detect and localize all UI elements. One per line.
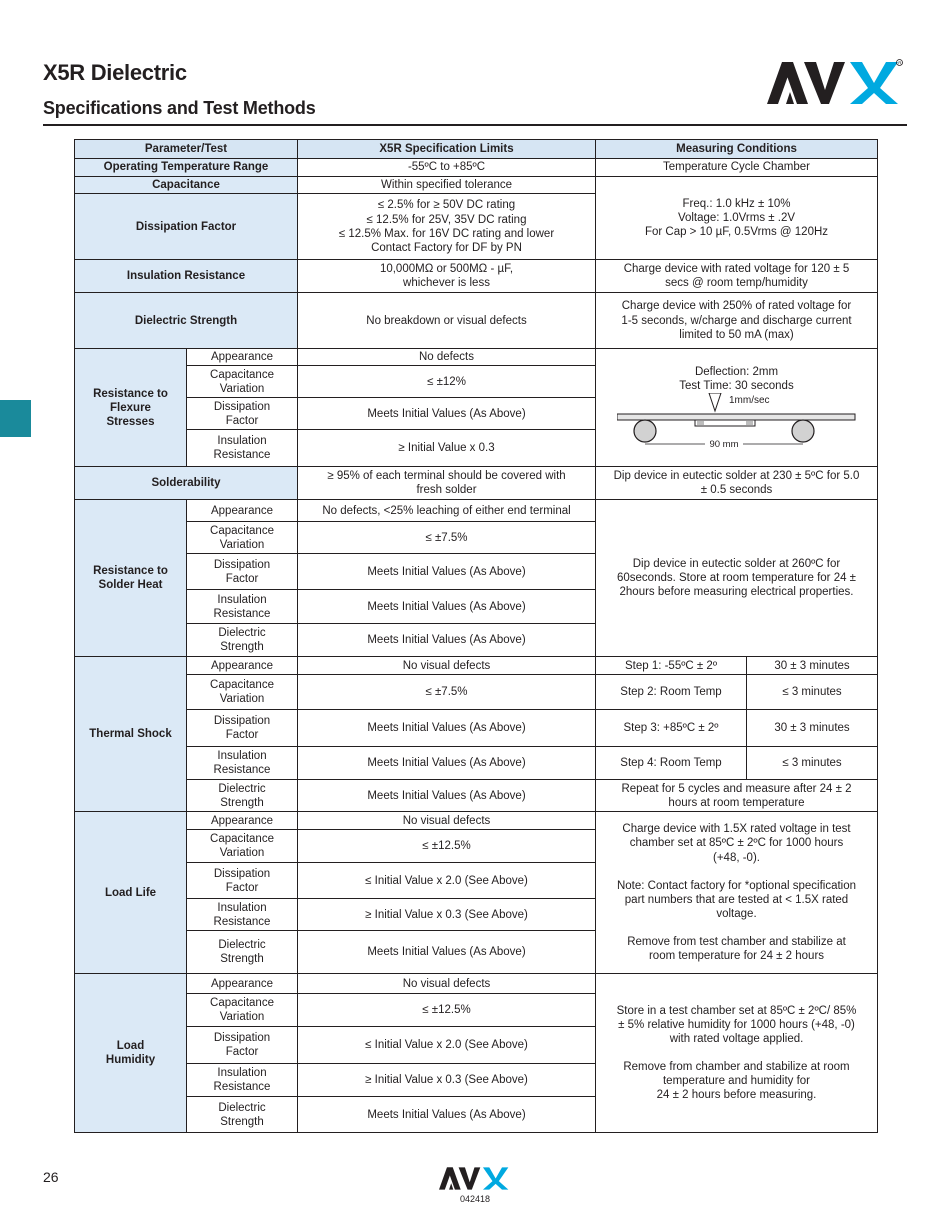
limit-thermal-dielectric: Meets Initial Values (As Above): [298, 780, 596, 812]
thermal-step-4-time: ≤ 3 minutes: [747, 747, 878, 780]
limit-solder-heat-dielectric: Meets Initial Values (As Above): [298, 624, 596, 657]
limit-solder-heat-appearance: No defects, <25% leaching of either end terminal: [298, 500, 596, 522]
limit-flexure-capacitance: ≤ ±12%: [298, 366, 596, 398]
section-tab-marker: [0, 400, 31, 437]
sub-dissipation-factor: Dissipation Factor: [187, 398, 298, 430]
page-title: X5R Dielectric: [43, 60, 187, 85]
limit-load-humidity-dielectric: Meets Initial Values (As Above): [298, 1097, 596, 1133]
page-number: 26: [43, 1169, 59, 1185]
cond-dielectric: Charge device with 250% of rated voltage for 1-5 seconds, w/charge and discharge current limited to 50 mA (max): [596, 293, 878, 349]
thermal-step-4: Step 4: Room Temp: [596, 747, 747, 780]
limit-load-humidity-dissipation: ≤ Initial Value x 2.0 (See Above): [298, 1027, 596, 1064]
col-header-conditions: Measuring Conditions: [596, 140, 878, 159]
diagram-span-label: 90 mm: [708, 438, 739, 450]
table-row: [75, 159, 878, 177]
param-thermal-shock: Thermal Shock: [75, 657, 187, 812]
param-load-life: Load Life: [75, 812, 187, 974]
limit-thermal-appearance: No visual defects: [298, 657, 596, 675]
document-code: 042418: [459, 1194, 491, 1204]
thermal-step-2-time: ≤ 3 minutes: [747, 675, 878, 710]
sub-dissipation-factor: Dissipation Factor: [187, 710, 298, 747]
table-row: [75, 657, 878, 675]
limit-flexure-appearance: No defects: [298, 349, 596, 366]
limit-solder-heat-dissipation: Meets Initial Values (As Above): [298, 554, 596, 590]
sub-appearance: Appearance: [187, 812, 298, 830]
cond-thermal-repeat: Repeat for 5 cycles and measure after 24 ± 2 hours at room temperature: [596, 780, 878, 812]
table-row: [75, 293, 878, 349]
limit-load-life-dielectric: Meets Initial Values (As Above): [298, 931, 596, 974]
sub-capacitance-variation: Capacitance Variation: [187, 994, 298, 1027]
sub-dielectric-strength: Dielectric Strength: [187, 931, 298, 974]
col-header-limits: X5R Specification Limits: [298, 140, 596, 159]
cond-solder-heat: Dip device in eutectic solder at 260ºC for 60seconds. Store at room temperature for 24 ± 2hours before measuring electrical properties.: [596, 500, 878, 657]
cond-load-life: Charge device with 1.5X rated voltage in test chamber set at 85ºC ± 2ºC for 1000 hours (+48, -0). Note: Contact factory for *optional specification part numbers that are tested at < 1.5X rated voltage. Remove from test chamber and stabilize at room temperature for 24 ± 2 hours: [596, 812, 878, 974]
limit-load-life-appearance: No visual defects: [298, 812, 596, 830]
table-header-row: [75, 140, 878, 159]
cond-cap-df: Freq.: 1.0 kHz ± 10% Voltage: 1.0Vrms ± .2V For Cap > 10 µF, 0.5Vrms @ 120Hz: [596, 177, 878, 260]
table-row: [75, 349, 878, 366]
limit-load-humidity-capacitance: ≤ ±12.5%: [298, 994, 596, 1027]
limit-load-life-capacitance: ≤ ±12.5%: [298, 830, 596, 863]
sub-appearance: Appearance: [187, 500, 298, 522]
sub-capacitance-variation: Capacitance Variation: [187, 522, 298, 554]
sub-capacitance-variation: Capacitance Variation: [187, 830, 298, 863]
param-operating-temp: Operating Temperature Range: [75, 159, 298, 177]
sub-appearance: Appearance: [187, 349, 298, 366]
limit-operating-temp: -55ºC to +85ºC: [298, 159, 596, 177]
table-row: [75, 974, 878, 994]
limit-solderability: ≥ 95% of each terminal should be covered with fresh solder: [298, 467, 596, 500]
limit-solder-heat-insulation: Meets Initial Values (As Above): [298, 590, 596, 624]
table-row: [75, 747, 878, 780]
cond-insulation: Charge device with rated voltage for 120 ± 5 secs @ room temp/humidity: [596, 260, 878, 293]
cond-flexure: Deflection: 2mm Test Time: 30 seconds 1mm/sec 90 mm: [596, 349, 878, 467]
param-dissipation: Dissipation Factor: [75, 194, 298, 260]
sub-dielectric-strength: Dielectric Strength: [187, 1097, 298, 1133]
table-row: [75, 675, 878, 710]
limit-thermal-dissipation: Meets Initial Values (As Above): [298, 710, 596, 747]
sub-capacitance-variation: Capacitance Variation: [187, 366, 298, 398]
table-row: [75, 467, 878, 500]
param-flexure: Resistance to Flexure Stresses: [75, 349, 187, 467]
sub-appearance: Appearance: [187, 974, 298, 994]
sub-insulation-resistance: Insulation Resistance: [187, 1064, 298, 1097]
param-capacitance: Capacitance: [75, 177, 298, 194]
thermal-step-3-time: 30 ± 3 minutes: [747, 710, 878, 747]
limit-load-life-insulation: ≥ Initial Value x 0.3 (See Above): [298, 899, 596, 931]
sub-appearance: Appearance: [187, 657, 298, 675]
thermal-step-1: Step 1: -55ºC ± 2º: [596, 657, 747, 675]
cond-solderability: Dip device in eutectic solder at 230 ± 5ºC for 5.0 ± 0.5 seconds: [596, 467, 878, 500]
limit-flexure-insulation: ≥ Initial Value x 0.3: [298, 430, 596, 467]
limit-dissipation: ≤ 2.5% for ≥ 50V DC rating ≤ 12.5% for 25V, 35V DC rating ≤ 12.5% Max. for 16V DC rating and lower Contact Factory for DF by PN: [298, 194, 596, 260]
limit-load-humidity-appearance: No visual defects: [298, 974, 596, 994]
thermal-step-1-time: 30 ± 3 minutes: [747, 657, 878, 675]
svg-text:R: R: [898, 60, 902, 66]
limit-flexure-dissipation: Meets Initial Values (As Above): [298, 398, 596, 430]
limit-insulation: 10,000MΩ or 500MΩ - µF, whichever is less: [298, 260, 596, 293]
sub-dielectric-strength: Dielectric Strength: [187, 624, 298, 657]
thermal-step-2: Step 2: Room Temp: [596, 675, 747, 710]
sub-insulation-resistance: Insulation Resistance: [187, 430, 298, 467]
cond-load-humidity: Store in a test chamber set at 85ºC ± 2ºC/ 85% ± 5% relative humidity for 1000 hours (+48, -0) with rated voltage applied. Remove from chamber and stabilize at room temperature and humidity for 24 ± 2 hours before measuring.: [596, 974, 878, 1133]
table-row: [75, 780, 878, 812]
sub-dissipation-factor: Dissipation Factor: [187, 554, 298, 590]
header-rule: [43, 124, 907, 126]
avx-logo: [767, 58, 903, 106]
diagram-rate-label: 1mm/sec: [728, 394, 770, 406]
limit-capacitance: Within specified tolerance: [298, 177, 596, 194]
sub-insulation-resistance: Insulation Resistance: [187, 899, 298, 931]
limit-dielectric: No breakdown or visual defects: [298, 293, 596, 349]
sub-dissipation-factor: Dissipation Factor: [187, 1027, 298, 1064]
table-row: [75, 812, 878, 830]
flexure-test-diagram: [617, 393, 857, 451]
sub-insulation-resistance: Insulation Resistance: [187, 590, 298, 624]
page-subtitle: Specifications and Test Methods: [43, 98, 316, 118]
col-header-parameter: Parameter/Test: [75, 140, 298, 159]
table-row: [75, 710, 878, 747]
cond-operating-temp: Temperature Cycle Chamber: [596, 159, 878, 177]
param-load-humidity: Load Humidity: [75, 974, 187, 1133]
sub-dissipation-factor: Dissipation Factor: [187, 863, 298, 899]
limit-load-humidity-insulation: ≥ Initial Value x 0.3 (See Above): [298, 1064, 596, 1097]
table-row: [75, 260, 878, 293]
limit-solder-heat-capacitance: ≤ ±7.5%: [298, 522, 596, 554]
limit-thermal-insulation: Meets Initial Values (As Above): [298, 747, 596, 780]
avx-footer-logo: [439, 1165, 511, 1191]
param-solder-heat: Resistance to Solder Heat: [75, 500, 187, 657]
thermal-step-3: Step 3: +85ºC ± 2º: [596, 710, 747, 747]
sub-dielectric-strength: Dielectric Strength: [187, 780, 298, 812]
limit-thermal-capacitance: ≤ ±7.5%: [298, 675, 596, 710]
param-insulation: Insulation Resistance: [75, 260, 298, 293]
limit-load-life-dissipation: ≤ Initial Value x 2.0 (See Above): [298, 863, 596, 899]
sub-insulation-resistance: Insulation Resistance: [187, 747, 298, 780]
table-row: [75, 177, 878, 194]
sub-capacitance-variation: Capacitance Variation: [187, 675, 298, 710]
param-dielectric: Dielectric Strength: [75, 293, 298, 349]
spec-table: [74, 139, 878, 1133]
table-row: [75, 500, 878, 522]
param-solderability: Solderability: [75, 467, 298, 500]
